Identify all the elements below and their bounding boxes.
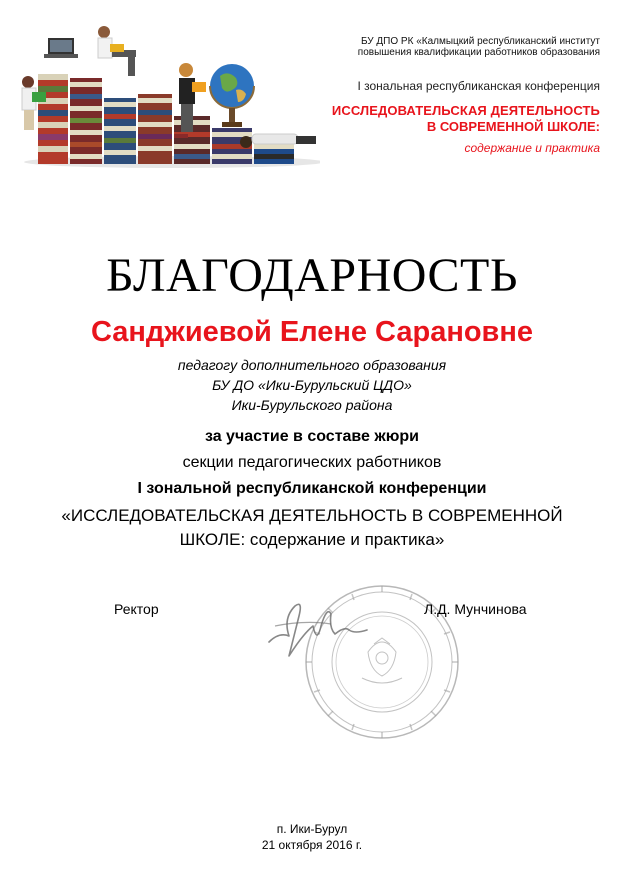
recipient-position-line1: педагогу дополнительного образования bbox=[177, 357, 447, 373]
recipient-name: Санджиевой Елене Сарановне bbox=[90, 316, 534, 348]
conference-title-line1: ИССЛЕДОВАТЕЛЬСКАЯ ДЕЯТЕЛЬНОСТЬ bbox=[331, 103, 600, 118]
signatory-role: Ректор bbox=[114, 601, 159, 617]
laptop-icon bbox=[44, 38, 78, 58]
book-stack-3 bbox=[104, 98, 136, 164]
reason-line3: I зональной республиканской конференции bbox=[137, 480, 487, 497]
issue-place: п. Ики-Бурул bbox=[276, 822, 348, 836]
reason-line5: ШКОЛЕ: содержание и практика» bbox=[179, 530, 445, 549]
issue-date: 21 октября 2016 г. bbox=[261, 838, 363, 852]
recipient-position-line3: Ики-Бурульского района bbox=[231, 397, 393, 413]
reason-line1: за участие в составе жюри bbox=[204, 428, 420, 445]
conference-name: I зональная республиканская конференция bbox=[357, 79, 600, 93]
organization-name-line2: повышения квалификации работников образования bbox=[357, 47, 600, 58]
reason-line2: секции педагогических работников bbox=[182, 454, 442, 471]
conference-subtitle: содержание и практика bbox=[464, 141, 600, 155]
handwritten-signature bbox=[255, 588, 375, 668]
book-stack-2 bbox=[70, 78, 102, 164]
book-stack-4 bbox=[138, 94, 172, 164]
organization-name-line1: БУ ДПО РК «Калмыцкий республиканский институт bbox=[360, 36, 600, 47]
book-stack-1 bbox=[38, 74, 68, 164]
globe-icon bbox=[210, 64, 254, 127]
conference-title-line2: В СОВРЕМЕННОЙ ШКОЛЕ: bbox=[426, 119, 600, 134]
document-title: БЛАГОДАРНОСТЬ bbox=[106, 249, 518, 302]
recipient-position-line2: БУ ДО «Ики-Бурульский ЦДО» bbox=[212, 377, 412, 393]
reason-line4: «ИССЛЕДОВАТЕЛЬСКАЯ ДЕЯТЕЛЬНОСТЬ В СОВРЕМЕННОЙ bbox=[61, 506, 563, 525]
signatory-name: Л.Д. Мунчинова bbox=[424, 601, 527, 617]
students-on-book-stairs-illustration bbox=[14, 20, 320, 168]
student-figure bbox=[98, 26, 136, 76]
